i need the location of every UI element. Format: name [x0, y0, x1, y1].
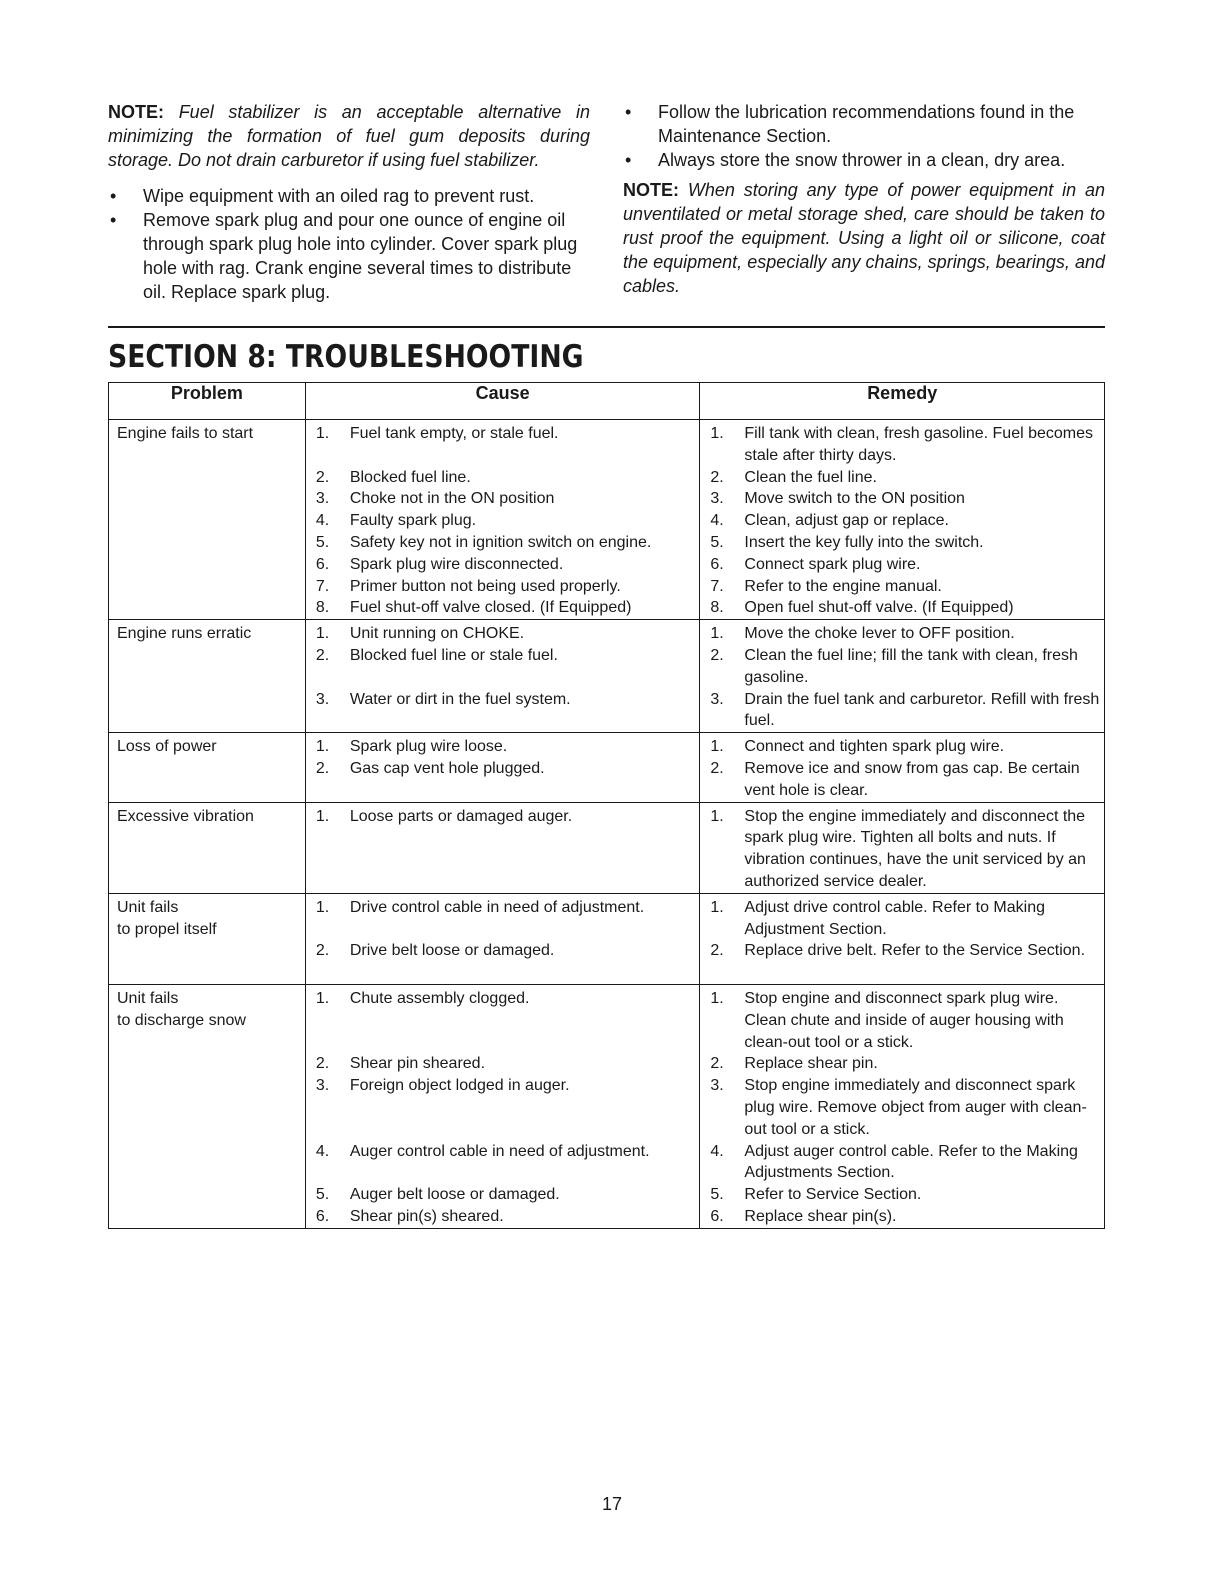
table-row	[109, 733, 1105, 802]
table-header-row	[109, 383, 1105, 420]
item-number: 3.	[315, 490, 330, 508]
cause-cell	[305, 802, 700, 893]
cause-cell	[305, 984, 700, 1228]
item-number: 8.	[315, 599, 330, 617]
item-number: 1.	[710, 738, 724, 756]
remedy-text: Clean the fuel line.	[744, 468, 877, 486]
storage-bullets	[108, 184, 590, 304]
cause-item	[314, 940, 696, 984]
item-number: 6.	[710, 1207, 724, 1225]
item-number: 2.	[315, 942, 330, 960]
remedy-text: Refer to Service Section.	[744, 1186, 922, 1204]
cause-text: Drive belt loose or damaged.	[349, 942, 555, 960]
table-row	[109, 893, 1105, 984]
header-remedy: Remedy	[700, 383, 1105, 420]
item-number: 1.	[315, 425, 330, 442]
remedy-text: Fill tank with clean, fresh gasoline. Fuel becomes stale after thirty days.	[744, 425, 1094, 464]
remedy-text: Adjust auger control cable. Refer to the Making Adjustments Section.	[744, 1142, 1078, 1182]
cause-text: Safety key not in ignition switch on engine.	[349, 533, 652, 551]
cause-item	[314, 488, 696, 510]
item-number: 8.	[710, 599, 724, 617]
page-content	[108, 100, 1105, 1229]
cause-item	[314, 623, 696, 645]
cause-text: Spark plug wire loose.	[349, 738, 508, 756]
cause-text: Drive control cable in need of adjustment.	[349, 898, 645, 916]
item-number: 1.	[710, 425, 724, 442]
cause-item	[314, 597, 696, 619]
cause-item	[314, 1075, 696, 1140]
item-number: 4.	[710, 512, 724, 530]
note-text: When storing any type of power equipment in an unventilated or metal storage shed, care should be taken to rust proof the equipment. Using a light oil or silicone, coat the equipment, especially any chains, springs, bearings, and cables.	[623, 180, 1105, 296]
cause-item	[314, 806, 696, 893]
cause-text: Auger control cable in need of adjustment.	[349, 1142, 650, 1160]
section-divider	[108, 326, 1105, 328]
remedy-text: Stop the engine immediately and disconnect the spark plug wire. Tighten all bolts and nuts. If vibration continues, have the unit serviced by an authorized service dealer.	[744, 807, 1086, 890]
remedy-text: Stop engine immediately and disconnect spark plug wire. Remove object from auger with clean-out tool or a stick.	[744, 1077, 1087, 1138]
cause-text: Gas cap vent hole plugged.	[349, 759, 545, 777]
cause-item	[314, 1141, 696, 1185]
remedy-cell	[700, 420, 1105, 620]
item-number: 5.	[710, 533, 724, 551]
remedy-item	[708, 1206, 1100, 1228]
remedy-text: Refer to the engine manual.	[744, 577, 942, 595]
cause-text: Blocked fuel line or stale fuel.	[349, 646, 558, 664]
item-number: 1.	[315, 898, 330, 916]
item-number: 1.	[315, 807, 330, 825]
remedy-text: Clean the fuel line; fill the tank with clean, fresh gasoline.	[744, 646, 1078, 686]
right-column	[623, 100, 1105, 304]
cause-item	[314, 736, 696, 758]
item-number: 2.	[710, 942, 724, 960]
item-number: 6.	[710, 555, 724, 573]
cause-item	[314, 467, 696, 489]
bullet-item: • Remove spark plug and pour one ounce of engine oil through spark plug hole into cylinder. Cover spark plug hole with rag. Crank engine several times to distribute oil. Replace spark plug.	[108, 208, 590, 304]
remedy-item	[708, 806, 1100, 893]
header-cause: Cause	[305, 383, 700, 420]
problem-cell	[109, 620, 306, 733]
remedy-text: Open fuel shut-off valve. (If Equipped)	[744, 599, 1014, 617]
problem-text: to discharge snow	[117, 1011, 246, 1029]
table-row	[109, 802, 1105, 893]
remedy-item	[708, 689, 1100, 733]
remedy-text: Clean, adjust gap or replace.	[744, 512, 949, 530]
remedy-text: Connect spark plug wire.	[744, 555, 921, 573]
item-number: 2.	[710, 759, 724, 777]
remedy-item	[708, 1053, 1100, 1075]
remedy-item	[708, 576, 1100, 598]
cause-item	[314, 576, 696, 598]
item-number: 1.	[710, 989, 724, 1007]
item-number: 5.	[315, 1186, 330, 1204]
cause-item	[314, 645, 696, 689]
problem-text: Loss of power	[117, 738, 217, 756]
cause-item	[314, 1206, 696, 1228]
item-number: 2.	[710, 1055, 724, 1073]
item-number: 3.	[315, 1077, 330, 1095]
item-number: 1.	[315, 738, 330, 756]
remedy-cell	[700, 984, 1105, 1228]
item-number: 4.	[315, 512, 330, 530]
remedy-cell	[700, 893, 1105, 984]
remedy-item	[708, 1141, 1100, 1185]
item-number: 4.	[315, 1142, 330, 1160]
remedy-item	[708, 597, 1100, 619]
cause-text: Loose parts or damaged auger.	[349, 807, 573, 825]
problem-cell	[109, 802, 306, 893]
cause-item	[314, 758, 696, 802]
cause-cell	[305, 620, 700, 733]
problem-cell	[109, 893, 306, 984]
storage-shed-note	[623, 178, 1105, 298]
cause-item	[314, 423, 696, 467]
fuel-stabilizer-note	[108, 100, 590, 172]
item-number: 3.	[710, 1077, 724, 1095]
problem-text: to propel itself	[117, 920, 217, 938]
cause-item	[314, 1053, 696, 1075]
item-number: 1.	[710, 625, 724, 643]
cause-cell	[305, 420, 700, 620]
cause-text: Shear pin sheared.	[349, 1055, 486, 1073]
remedy-item	[708, 1075, 1100, 1140]
remedy-item	[708, 940, 1100, 984]
remedy-text: Stop engine and disconnect spark plug wire. Clean chute and inside of auger housing with clean-out tool or a stick.	[744, 989, 1064, 1051]
item-number: 7.	[315, 577, 330, 595]
remedy-text: Connect and tighten spark plug wire.	[744, 738, 1005, 756]
cause-text: Spark plug wire disconnected.	[349, 555, 564, 573]
item-number: 6.	[315, 555, 330, 573]
remedy-text: Replace drive belt. Refer to the Service Section.	[744, 942, 1086, 960]
remedy-cell	[700, 802, 1105, 893]
bullet-item: • Wipe equipment with an oiled rag to prevent rust.	[108, 184, 590, 208]
table-row	[109, 620, 1105, 733]
item-number: 5.	[710, 1186, 724, 1204]
item-number: 4.	[710, 1142, 724, 1160]
problem-cell	[109, 420, 306, 620]
remedy-item	[708, 1184, 1100, 1206]
cause-text: Primer button not being used properly.	[349, 577, 621, 595]
item-number: 2.	[315, 646, 330, 664]
cause-cell	[305, 893, 700, 984]
left-column	[108, 100, 590, 304]
cause-text: Blocked fuel line.	[349, 468, 471, 486]
remedy-text: Drain the fuel tank and carburetor. Refill with fresh fuel.	[744, 690, 1100, 730]
item-number: 3.	[315, 690, 330, 708]
cause-item	[314, 988, 696, 1053]
note-text: Fuel stabilizer is an acceptable alternative in minimizing the formation of fuel gum deposits during storage. Do not drain carburetor if using fuel stabilizer.	[108, 102, 590, 170]
remedy-item	[708, 510, 1100, 532]
item-number: 6.	[315, 1207, 330, 1225]
remedy-cell	[700, 620, 1105, 733]
item-number: 5.	[315, 533, 330, 551]
troubleshooting-table	[108, 382, 1105, 1229]
item-number: 2.	[315, 759, 330, 777]
table-row	[109, 984, 1105, 1228]
remedy-item	[708, 467, 1100, 489]
remedy-item	[708, 532, 1100, 554]
remedy-item	[708, 488, 1100, 510]
note-label: NOTE:	[108, 102, 164, 122]
note-label: NOTE:	[623, 180, 679, 200]
storage-bullets	[623, 100, 1105, 172]
cause-item	[314, 532, 696, 554]
problem-text: Engine fails to start	[117, 425, 254, 442]
remedy-text: Adjust drive control cable. Refer to Making Adjustment Section.	[744, 898, 1045, 938]
item-number: 7.	[710, 577, 724, 595]
page-number: 17	[601, 1494, 623, 1514]
remedy-text: Insert the key fully into the switch.	[744, 533, 984, 551]
cause-text: Foreign object lodged in auger.	[349, 1077, 570, 1095]
remedy-item	[708, 758, 1100, 802]
remedy-text: Replace shear pin(s).	[744, 1207, 897, 1225]
item-number: 1.	[710, 807, 724, 825]
item-number: 2.	[710, 646, 724, 664]
item-number: 2.	[315, 1055, 330, 1073]
problem-cell	[109, 984, 306, 1228]
cause-item	[314, 510, 696, 532]
bullet-item: • Always store the snow thrower in a clean, dry area.	[623, 148, 1105, 172]
cause-item	[314, 897, 696, 941]
cause-text: Choke not in the ON position	[349, 490, 555, 508]
item-number: 1.	[315, 989, 330, 1007]
remedy-cell	[700, 733, 1105, 802]
cause-text: Chute assembly clogged.	[349, 989, 530, 1007]
cause-cell	[305, 733, 700, 802]
remedy-text: Remove ice and snow from gas cap. Be certain vent hole is clear.	[744, 759, 1080, 799]
remedy-item	[708, 645, 1100, 689]
cause-text: Unit running on CHOKE.	[349, 625, 525, 643]
table-row	[109, 420, 1105, 620]
remedy-text: Replace shear pin.	[744, 1055, 878, 1073]
item-number: 3.	[710, 490, 724, 508]
problem-text: Excessive vibration	[117, 807, 254, 825]
cause-text: Faulty spark plug.	[349, 512, 477, 530]
remedy-item	[708, 623, 1100, 645]
cause-text: Fuel shut-off valve closed. (If Equipped)	[349, 599, 632, 617]
remedy-item	[708, 736, 1100, 758]
cause-text: Fuel tank empty, or stale fuel.	[349, 425, 559, 442]
item-number: 3.	[710, 690, 724, 708]
cause-text: Auger belt loose or damaged.	[349, 1186, 560, 1204]
remedy-text: Move switch to the ON position	[744, 490, 965, 508]
cause-item	[314, 554, 696, 576]
cause-text: Water or dirt in the fuel system.	[349, 690, 571, 708]
header-problem: Problem	[109, 383, 306, 420]
cause-item	[314, 1184, 696, 1206]
remedy-item	[708, 423, 1100, 467]
remedy-item	[708, 554, 1100, 576]
remedy-item	[708, 897, 1100, 941]
bullet-item: • Follow the lubrication recommendations found in the Maintenance Section.	[623, 100, 1105, 148]
remedy-item	[708, 988, 1100, 1053]
problem-text: Unit fails	[117, 898, 179, 916]
table-body	[109, 420, 1105, 1229]
item-number: 1.	[710, 898, 724, 916]
problem-cell	[109, 733, 306, 802]
item-number: 2.	[710, 468, 724, 486]
remedy-text: Move the choke lever to OFF position.	[744, 625, 1015, 643]
section-title: SECTION 8: TROUBLESHOOTING	[108, 339, 584, 375]
problem-text: Unit fails	[117, 989, 179, 1007]
intro-columns	[108, 100, 1105, 304]
item-number: 2.	[315, 468, 330, 486]
item-number: 1.	[315, 625, 330, 643]
problem-text: Engine runs erratic	[117, 625, 252, 643]
cause-item	[314, 689, 696, 733]
cause-text: Shear pin(s) sheared.	[349, 1207, 504, 1225]
